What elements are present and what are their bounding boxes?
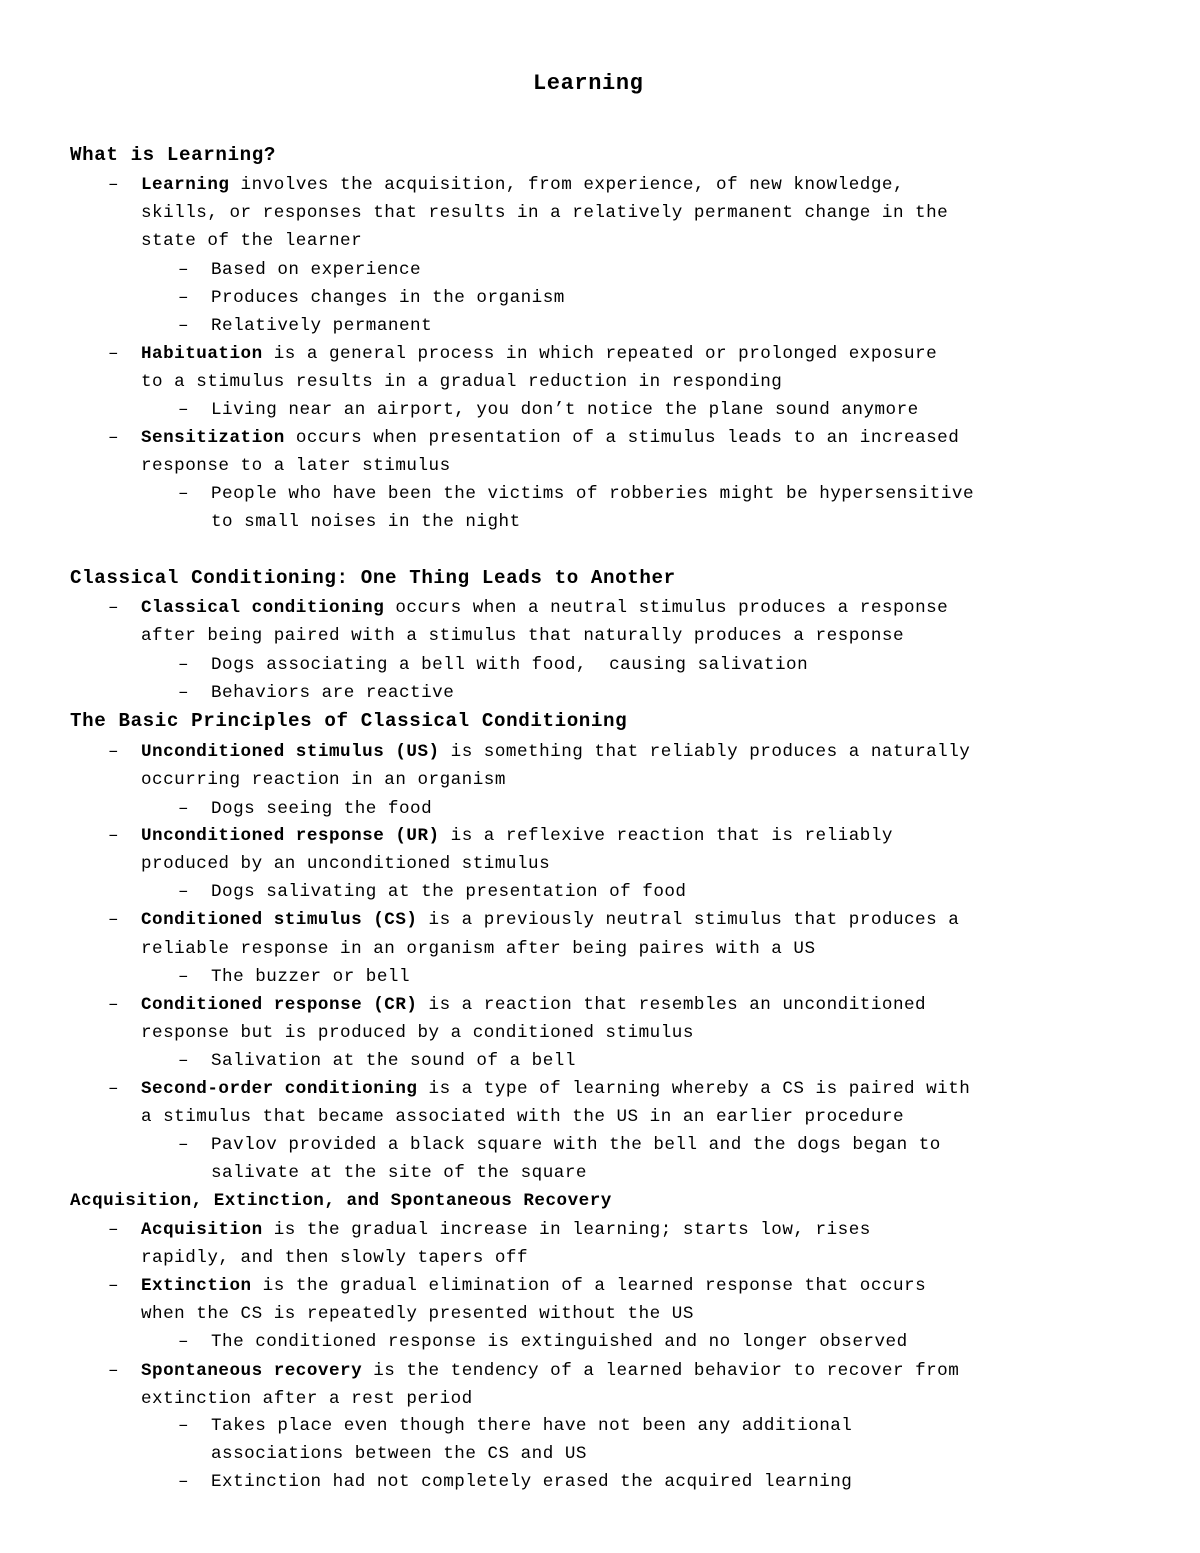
bullet-conditioned-stimulus (141, 910, 959, 930)
term-habituation: Habituation (141, 344, 263, 364)
sub-bullet-dash: – (178, 799, 189, 819)
sub-bullet-dash: – (178, 400, 189, 420)
bullet-continuation: extinction after a rest period (141, 1389, 473, 1409)
sub-bullet: Pavlov provided a black square with the bell and the dogs began to (211, 1135, 941, 1155)
section-heading-what-is-learning: What is Learning? (70, 144, 276, 166)
bullet-dash: – (108, 826, 119, 846)
bullet-dash: – (108, 910, 119, 930)
sub-bullet-dash: – (178, 967, 189, 987)
bullet-dash: – (108, 1276, 119, 1296)
sub-bullet: Dogs salivating at the presentation of food (211, 882, 687, 902)
sub-bullet-dash: – (178, 1472, 189, 1492)
bullet-continuation: reliable response in an organism after being paires with a US (141, 939, 816, 959)
term-classical-conditioning: Classical conditioning (141, 598, 385, 618)
sub-bullet-dash: – (178, 1051, 189, 1071)
sub-bullet: The conditioned response is extinguished and no longer observed (211, 1332, 908, 1352)
bullet-sensitization (141, 428, 959, 448)
bullet-unconditioned-response (141, 826, 893, 846)
sub-bullet-continuation: salivate at the site of the square (211, 1163, 587, 1183)
bullet-text: is the gradual increase in learning; starts low, rises (262, 1220, 871, 1240)
sub-bullet: Based on experience (211, 260, 422, 280)
bullet-spontaneous-recovery (141, 1361, 959, 1381)
term-second-order-conditioning: Second-order conditioning (141, 1079, 418, 1099)
bullet-text: is a previously neutral stimulus that produces a (417, 910, 960, 930)
term-spontaneous-recovery: Spontaneous recovery (141, 1361, 363, 1381)
bullet-continuation: produced by an unconditioned stimulus (141, 854, 551, 874)
term-conditioned-response: Conditioned response (CR) (141, 995, 418, 1015)
term-conditioned-stimulus: Conditioned stimulus (CS) (141, 910, 418, 930)
sub-bullet-dash: – (178, 655, 189, 675)
sub-bullet-dash: – (178, 1135, 189, 1155)
bullet-dash: – (108, 598, 119, 618)
sub-bullet-dash: – (178, 316, 189, 336)
bullet-continuation: response but is produced by a conditioned stimulus (141, 1023, 694, 1043)
bullet-extinction (141, 1276, 926, 1296)
bullet-continuation: after being paired with a stimulus that naturally produces a response (141, 626, 904, 646)
term-unconditioned-response: Unconditioned response (UR) (141, 826, 440, 846)
sub-bullet: Salivation at the sound of a bell (211, 1051, 576, 1071)
bullet-continuation: when the CS is repeatedly presented without the US (141, 1304, 694, 1324)
bullet-dash: – (108, 175, 119, 195)
sub-bullet: Extinction had not completely erased the acquired learning (211, 1472, 853, 1492)
bullet-text: is a general process in which repeated or prolonged exposure (262, 344, 938, 364)
bullet-continuation: a stimulus that became associated with the US in an earlier procedure (141, 1107, 904, 1127)
bullet-text: is something that reliably produces a naturally (439, 742, 971, 762)
sub-bullet: People who have been the victims of robberies might be hypersensitive (211, 484, 974, 504)
bullet-text: occurs when presentation of a stimulus leads to an increased (284, 428, 960, 448)
term-learning: Learning (141, 175, 230, 195)
sub-bullet: Living near an airport, you don’t notice the plane sound anymore (211, 400, 919, 420)
bullet-dash: – (108, 1361, 119, 1381)
sub-bullet-dash: – (178, 882, 189, 902)
sub-bullet-continuation: associations between the CS and US (211, 1444, 587, 1464)
bullet-conditioned-response (141, 995, 926, 1015)
bullet-dash: – (108, 1220, 119, 1240)
sub-bullet: Relatively permanent (211, 316, 433, 336)
sub-bullet-dash: – (178, 288, 189, 308)
bullet-classical-conditioning (141, 598, 948, 618)
sub-bullet: The buzzer or bell (211, 967, 411, 987)
bullet-continuation: response to a later stimulus (141, 456, 451, 476)
bullet-text: is a reflexive reaction that is reliably (439, 826, 893, 846)
section-heading-basic-principles: The Basic Principles of Classical Conditioning (70, 710, 628, 732)
term-acquisition: Acquisition (141, 1220, 263, 1240)
sub-bullet-dash: – (178, 260, 189, 280)
sub-bullet-dash: – (178, 484, 189, 504)
sub-bullet: Takes place even though there have not been any additional (211, 1416, 853, 1436)
bullet-second-order-conditioning (141, 1079, 970, 1099)
bullet-continuation: rapidly, and then slowly tapers off (141, 1248, 529, 1268)
bullet-acquisition (141, 1220, 871, 1240)
bullet-habituation (141, 344, 937, 364)
bullet-dash: – (108, 742, 119, 762)
term-extinction: Extinction (141, 1276, 252, 1296)
section-heading-acquisition-extinction: Acquisition, Extinction, and Spontaneous Recovery (70, 1191, 612, 1211)
sub-bullet-dash: – (178, 1416, 189, 1436)
bullet-dash: – (108, 995, 119, 1015)
bullet-continuation: state of the learner (141, 231, 363, 251)
bullet-text: occurs when a neutral stimulus produces a response (384, 598, 949, 618)
sub-bullet-dash: – (178, 683, 189, 703)
sub-bullet-dash: – (178, 1332, 189, 1352)
sub-bullet: Dogs seeing the food (211, 799, 433, 819)
bullet-dash: – (108, 344, 119, 364)
sub-bullet: Produces changes in the organism (211, 288, 565, 308)
bullet-text: is a type of learning whereby a CS is paired with (417, 1079, 971, 1099)
sub-bullet: Behaviors are reactive (211, 683, 455, 703)
bullet-continuation: to a stimulus results in a gradual reduction in responding (141, 372, 783, 392)
section-heading-classical-conditioning: Classical Conditioning: One Thing Leads to Another (70, 567, 676, 589)
bullet-dash: – (108, 428, 119, 448)
term-unconditioned-stimulus: Unconditioned stimulus (US) (141, 742, 440, 762)
bullet-continuation: skills, or responses that results in a relatively permanent change in the (141, 203, 949, 223)
bullet-text: is the gradual elimination of a learned response that occurs (251, 1276, 927, 1296)
bullet-text: is a reaction that resembles an unconditioned (417, 995, 927, 1015)
sub-bullet-continuation: to small noises in the night (211, 512, 521, 532)
bullet-text: is the tendency of a learned behavior to recover from (362, 1361, 960, 1381)
page-title: Learning (533, 71, 644, 96)
bullet-continuation: occurring reaction in an organism (141, 770, 506, 790)
bullet-unconditioned-stimulus (141, 742, 970, 762)
bullet-learning (141, 175, 904, 195)
bullet-dash: – (108, 1079, 119, 1099)
bullet-text: involves the acquisition, from experience, of new knowledge, (229, 175, 905, 195)
term-sensitization: Sensitization (141, 428, 285, 448)
sub-bullet: Dogs associating a bell with food, causing salivation (211, 655, 809, 675)
